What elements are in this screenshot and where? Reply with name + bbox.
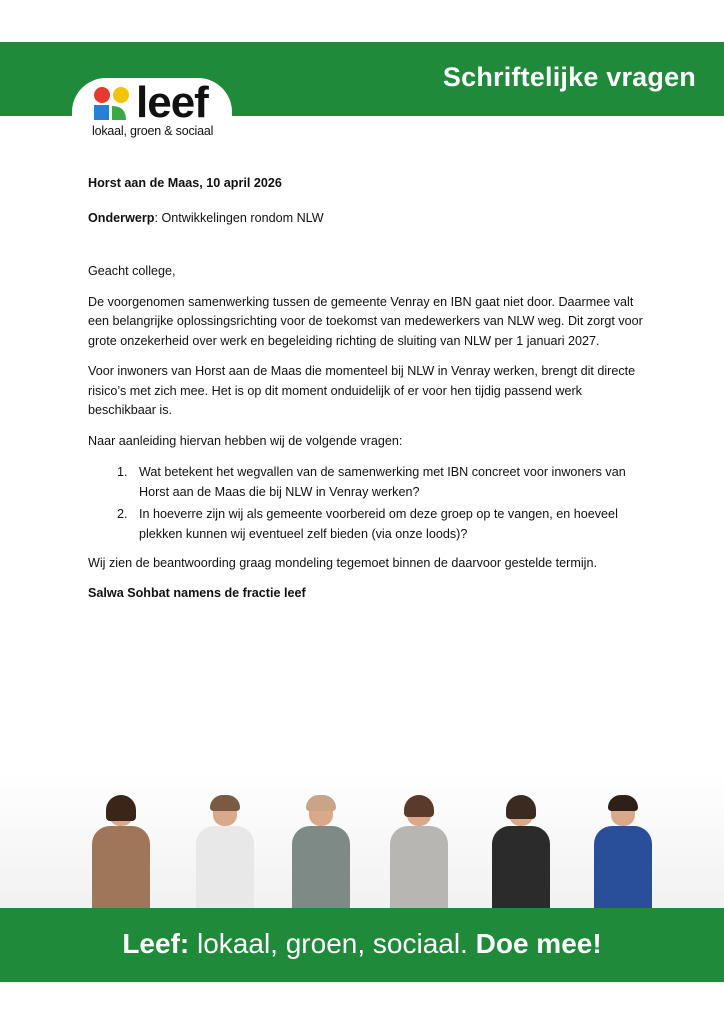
team-member-photo <box>286 798 356 910</box>
page-title: Schriftelijke vragen <box>442 62 696 92</box>
subject-line <box>88 209 648 229</box>
place-date: Horst aan de Maas, 10 april 2026 <box>88 176 282 190</box>
team-member-photo <box>588 798 658 910</box>
question-list <box>88 463 648 544</box>
subject-text: : Ontwikkelingen rondom NLW <box>154 210 324 225</box>
logo-wordmark: leef <box>136 78 208 127</box>
paragraph: Naar aanleiding hiervan hebben wij de volgende vragen: <box>88 433 403 448</box>
logo-tagline: lokaal, groen & sociaal <box>92 124 214 138</box>
question-item: 1. Wat betekent het wegvallen van de samenwerking met IBN concreet voor inwoners van Horst aan de Maas die bij NLW in Venray werken? <box>131 463 648 502</box>
slogan-text: lokaal, groen, sociaal. <box>189 928 476 959</box>
footer-band <box>0 908 724 982</box>
slogan-brand: Leef: <box>122 928 190 959</box>
signature: Salwa Sohbat namens de fractie leef <box>88 585 306 600</box>
team-member-photo <box>384 798 454 910</box>
closing-text: Wij zien de beantwoording graag mondeling tegemoet binnen de daarvoor gestelde termijn. <box>88 556 597 570</box>
team-member-photo <box>86 798 156 910</box>
team-member-photo <box>486 798 556 910</box>
team-member-photo <box>190 798 260 910</box>
logo-mark-icon <box>92 86 130 122</box>
letter-body <box>88 174 648 603</box>
footer-slogan <box>122 928 601 960</box>
team-photo <box>0 770 724 910</box>
paragraph: Voor inwoners van Horst aan de Maas die momenteel bij NLW in Venray werken, brengt dit directe risico’s met zich mee. Het is op dit moment onduidelijk of er voor hen tijdig passend werk beschikbaar is. <box>88 364 636 417</box>
slogan-cta: Doe mee! <box>475 928 602 959</box>
paragraph: De voorgenomen samenwerking tussen de gemeente Venray en IBN gaat niet door. Daarmee valt een belangrijke oplossingsrichting voor de toekomst van medewerkers van NLW weg. Dit zorgt voor grote onzekerheid over werk en begeleiding richting de sluiting van NLW per 1 januari 2027. <box>88 294 643 348</box>
subject-label: Onderwerp <box>88 210 155 225</box>
question-item: 2. In hoeverre zijn wij als gemeente voorbereid om deze groep op te vangen, en hoeveel plekken kunnen wij eventueel zelf bieden (via onze loods)? <box>131 505 648 544</box>
salutation: Geacht college, <box>88 264 176 278</box>
logo <box>72 78 232 144</box>
